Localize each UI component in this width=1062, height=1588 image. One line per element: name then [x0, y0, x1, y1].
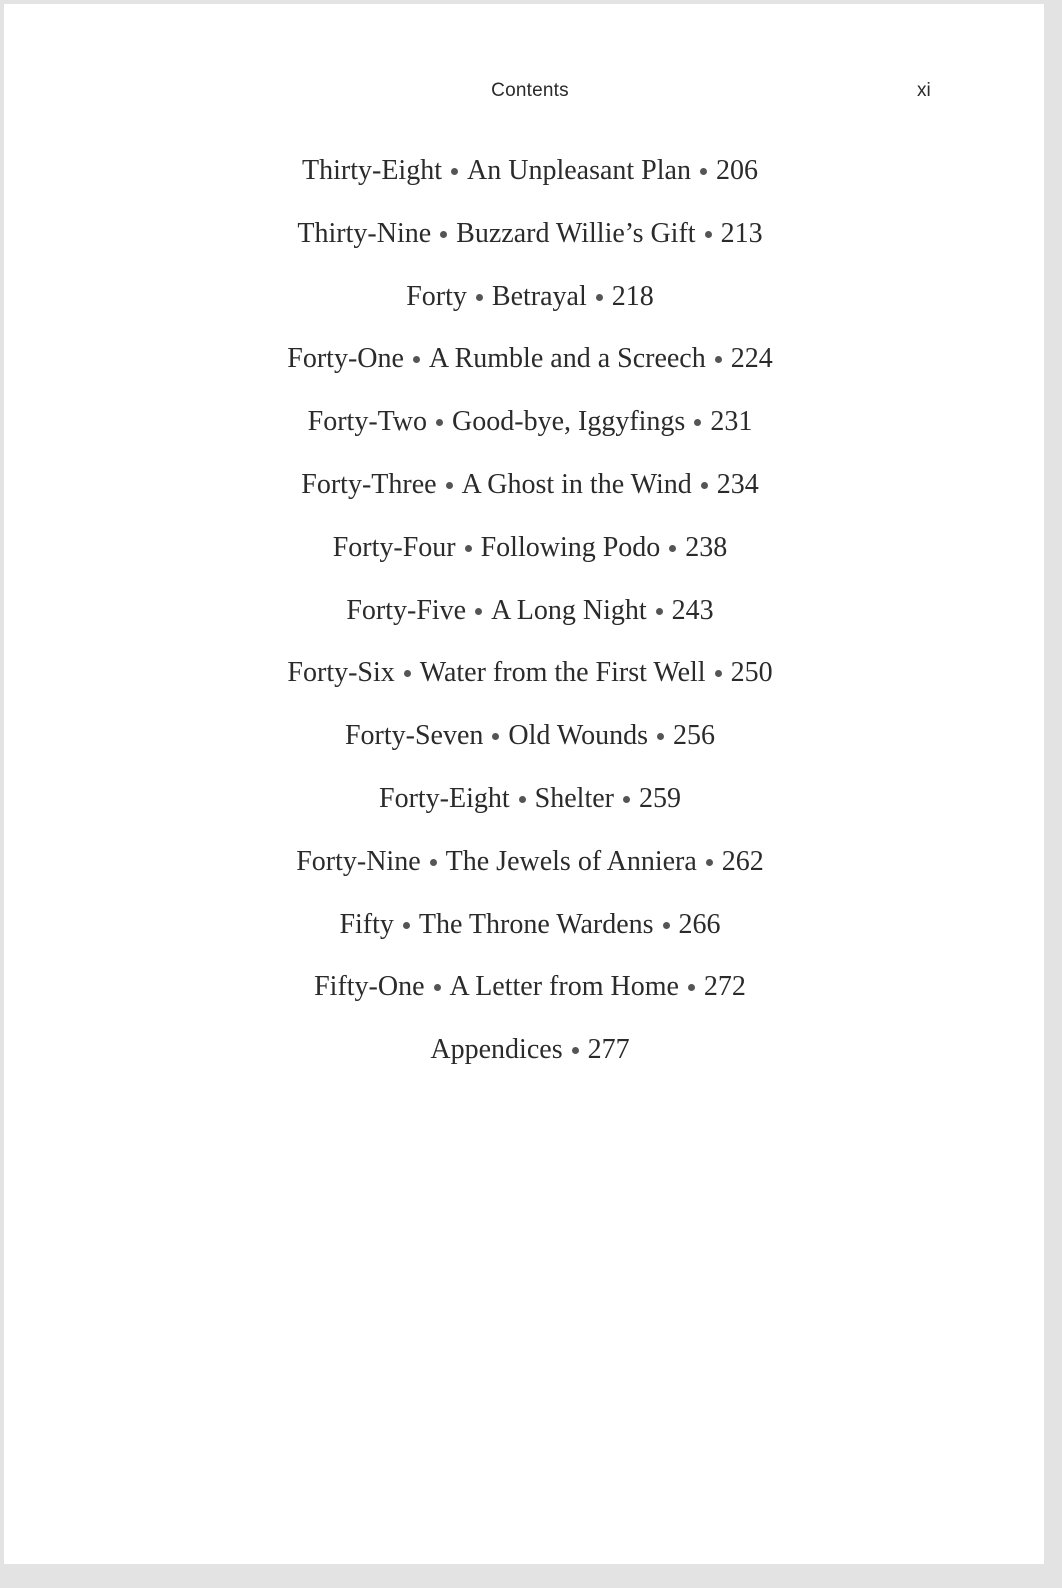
bullet-separator-icon [451, 168, 458, 175]
toc-entry [4, 463, 1056, 526]
bullet-separator-icon [430, 859, 437, 866]
bullet-separator-icon [434, 984, 441, 991]
bullet-separator-icon [706, 859, 713, 866]
bullet-separator-icon [476, 294, 483, 301]
bullet-separator-icon [623, 796, 630, 803]
toc-chapter-title: An Unpleasant Plan [467, 155, 691, 186]
toc-chapter-title: Following Podo [480, 531, 661, 563]
toc-chapter-number: Thirty-Nine [297, 217, 432, 249]
toc-chapter-number: Forty-Three [301, 468, 437, 500]
toc-chapter-number: Thirty-Eight [302, 155, 442, 186]
toc-chapter-title: Buzzard Willie’s Gift [456, 217, 696, 249]
toc-entry [4, 714, 1056, 777]
toc-entry [4, 651, 1056, 714]
toc-entry [4, 589, 1056, 652]
toc-chapter-number: Appendices [430, 1034, 563, 1066]
bullet-separator-icon [475, 608, 482, 615]
toc-chapter-number: Forty-Seven [344, 720, 484, 752]
bullet-separator-icon [492, 733, 499, 740]
toc-page-number: 213 [720, 217, 763, 249]
running-head [4, 80, 1044, 106]
bullet-separator-icon [657, 733, 664, 740]
toc-entry [4, 212, 1056, 275]
toc-entry [4, 149, 1056, 212]
toc-chapter-number: Forty-Six [287, 657, 395, 689]
toc-entry [4, 777, 1056, 840]
bullet-separator-icon [656, 608, 663, 615]
toc-entry [4, 965, 1056, 1028]
toc-page-number: 243 [671, 594, 714, 626]
toc-entry [4, 275, 1056, 338]
toc-page-number: 224 [730, 343, 773, 375]
toc-chapter-title: The Jewels of Anniera [445, 845, 697, 877]
bullet-separator-icon [403, 922, 410, 929]
toc-chapter-title: Good-bye, Iggyfings [452, 406, 686, 438]
toc-page-number: 231 [710, 406, 753, 438]
toc-page-number: 218 [611, 280, 654, 312]
toc-page-number: 259 [638, 782, 681, 814]
bullet-separator-icon [701, 482, 708, 489]
toc-chapter-number: Forty-Five [346, 594, 467, 626]
toc-entry [4, 903, 1056, 966]
bullet-separator-icon [669, 545, 676, 552]
toc-chapter-number: Forty-One [287, 343, 404, 375]
bullet-separator-icon [715, 670, 722, 677]
toc-chapter-number: Forty-Four [332, 531, 456, 563]
bullet-separator-icon [436, 419, 443, 426]
toc-chapter-title: The Throne Wardens [418, 908, 654, 940]
bullet-separator-icon [663, 922, 670, 929]
toc-chapter-title: Betrayal [491, 280, 587, 312]
book-page [4, 4, 1044, 1564]
toc-chapter-number: Forty [406, 280, 467, 312]
toc-page-number: 234 [716, 468, 759, 500]
toc-chapter-title: A Ghost in the Wind [461, 468, 692, 500]
toc-page-number: 272 [703, 971, 746, 1003]
toc-entry [4, 400, 1056, 463]
toc-entry [4, 337, 1056, 400]
toc-chapter-number: Forty-Two [307, 406, 428, 438]
bullet-separator-icon [715, 356, 722, 363]
bullet-separator-icon [572, 1047, 579, 1054]
toc-chapter-number: Fifty [339, 908, 394, 940]
toc-chapter-title: A Letter from Home [449, 971, 679, 1003]
bullet-separator-icon [688, 984, 695, 991]
running-head-title: Contents [491, 80, 569, 101]
bullet-separator-icon [465, 545, 472, 552]
toc-chapter-number: Forty-Eight [379, 782, 510, 814]
toc-chapter-number: Fifty-One [314, 971, 425, 1003]
bullet-separator-icon [596, 294, 603, 301]
toc-chapter-title: Old Wounds [508, 720, 648, 752]
toc-page-number: 266 [678, 908, 721, 940]
toc-page-number: 238 [685, 531, 728, 563]
page-number: xi [917, 80, 931, 101]
toc-chapter-title: A Long Night [491, 594, 647, 626]
bullet-separator-icon [700, 168, 707, 175]
toc-page-number: 206 [715, 155, 758, 186]
bullet-separator-icon [446, 482, 453, 489]
bullet-separator-icon [519, 796, 526, 803]
toc-entry [4, 526, 1056, 589]
toc-chapter-title: Water from the First Well [419, 657, 706, 689]
bullet-separator-icon [694, 419, 701, 426]
bullet-separator-icon [705, 231, 712, 238]
table-of-contents [4, 149, 1056, 1091]
toc-page-number: 277 [587, 1034, 630, 1066]
toc-chapter-title: Shelter [534, 782, 614, 814]
bullet-separator-icon [440, 231, 447, 238]
bullet-separator-icon [404, 670, 411, 677]
bullet-separator-icon [413, 356, 420, 363]
toc-chapter-number: Forty-Nine [296, 845, 421, 877]
toc-entry [4, 1028, 1056, 1091]
toc-page-number: 250 [730, 657, 773, 689]
toc-chapter-title: A Rumble and a Screech [428, 343, 706, 375]
toc-entry [4, 840, 1056, 903]
toc-page-number: 256 [673, 720, 715, 752]
toc-page-number: 262 [721, 845, 764, 877]
